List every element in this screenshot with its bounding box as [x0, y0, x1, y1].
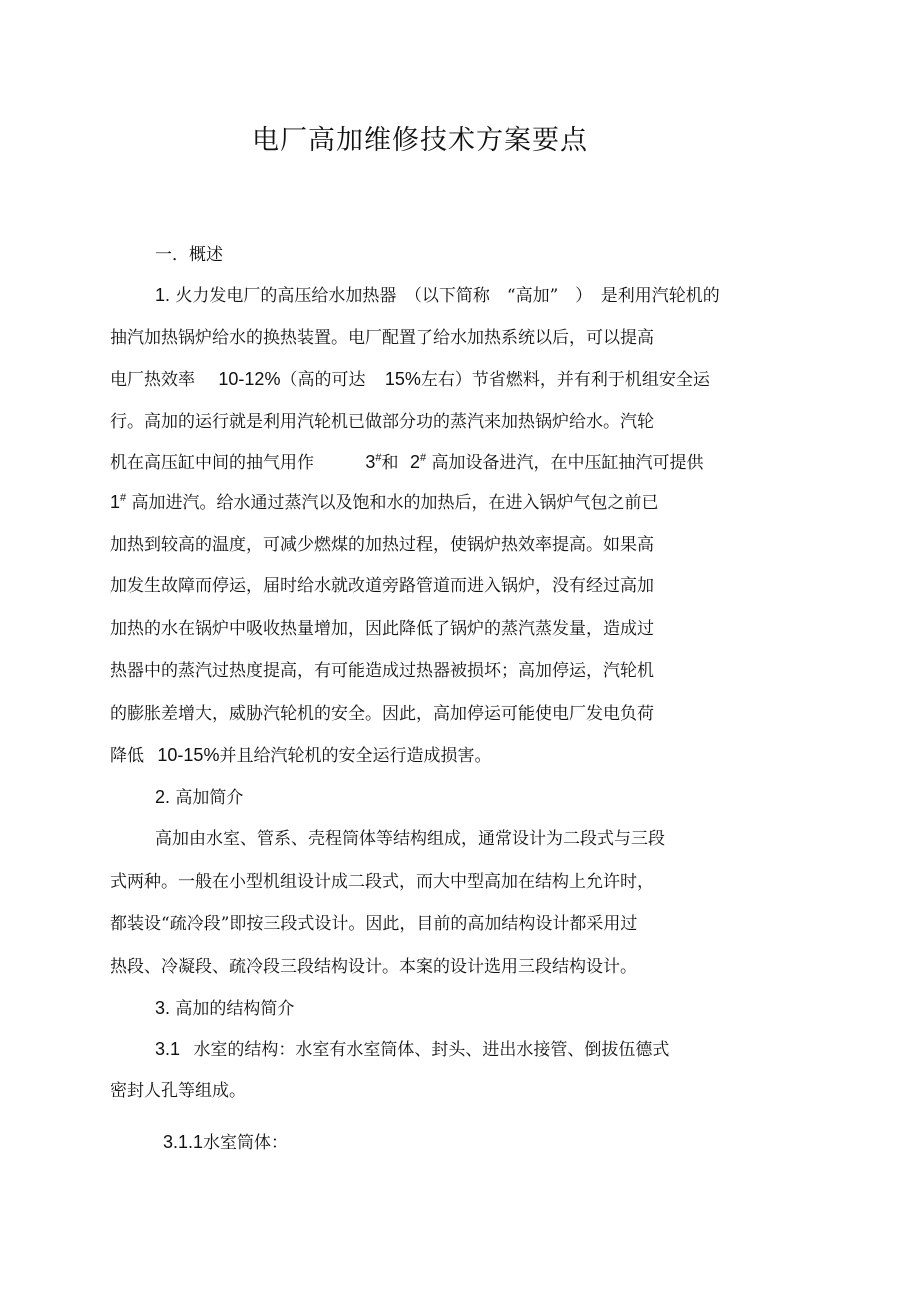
paragraph-1-line-9: 加热的水在锅炉中吸收热量增加，因此降低了锅炉的蒸汽蒸发量，造成过: [110, 619, 654, 639]
item-number: 3.1: [155, 1039, 181, 1059]
text-run: 高加设备进汽，在中压缸抽汽可提供: [431, 453, 704, 473]
document-title: 电厂高加维修技术方案要点: [252, 125, 588, 156]
text-run: 和: [381, 453, 399, 473]
text-run: 火力发电厂的高压给水加热器 （以下简称 “高加” ） 是利用汽轮机的: [175, 286, 720, 306]
paragraph-1-line-10: 热器中的蒸汽过热度提高，有可能造成过热器被损坏；高加停运，汽轮机: [110, 661, 654, 681]
load-reduction: 10-15%: [157, 745, 220, 765]
paragraph-2-line-2: 式两种。一般在小型机组设计成二段式，而大中型高加在结构上允许时，: [110, 872, 654, 892]
text-run: 降低: [110, 746, 144, 766]
item-number: 2.: [155, 787, 171, 807]
paragraph-1-line-11: 的膨胀差增大，威胁汽轮机的安全。因此，高加停运可能使电厂发电负荷: [110, 704, 654, 724]
text-run: 左右）节省燃料，并有利于机组安全运: [420, 370, 710, 390]
text-run: 高加简介: [175, 788, 244, 808]
superscript-hash: #: [120, 492, 127, 504]
paragraph-1-line-4: 行。高加的运行就是利用汽轮机已做部分功的蒸汽来加热锅炉给水。汽轮: [110, 412, 654, 432]
text-run: 机在高压缸中间的抽气用作: [110, 453, 314, 473]
paragraph-2-line-3: 都装设“疏冷段”即按三段式设计。因此，目前的高加结构设计都采用过: [110, 914, 638, 934]
paragraph-1-line-6: [110, 491, 659, 514]
paragraph-1-line-3: [110, 368, 710, 391]
paragraph-2-line-1: 高加由水室、管系、壳程筒体等结构组成，通常设计为二段式与三段: [155, 829, 665, 849]
text-run: 电厂热效率: [110, 370, 195, 390]
paragraph-1-line-12: [110, 744, 491, 767]
paragraph-2-line-4: 热段、冷凝段、疏冷段三段结构设计。本案的设计选用三段结构设计。: [110, 957, 637, 977]
heater-number-1: 1: [110, 492, 121, 512]
text-run: 高加进汽。给水通过蒸汽以及饱和水的加热后，在进入锅炉气包之前已: [131, 493, 659, 513]
text-run: 高加的结构简介: [175, 999, 295, 1019]
paragraph-3-1-line-2: 密封人孔等组成。: [110, 1081, 246, 1101]
item-number: 1.: [155, 285, 171, 305]
paragraph-1-line-8: 加发生故障而停运，届时给水就改道旁路管道而进入锅炉，没有经过高加: [110, 576, 654, 596]
text-run: （高的可达: [280, 370, 366, 390]
efficiency-max: 15%: [384, 369, 421, 389]
paragraph-1-line-7: 加热到较高的温度，可减少燃煤的加热过程，使锅炉热效率提高。如果高: [110, 535, 654, 555]
item-number: 3.: [155, 998, 171, 1018]
heater-number-3: 3: [365, 452, 376, 472]
subsection-heading-2: [155, 786, 243, 809]
subsection-heading-3: [155, 997, 294, 1020]
efficiency-range: 10-12%: [218, 369, 281, 389]
superscript-hash: #: [419, 452, 427, 464]
item-number: 3.1.1: [163, 1132, 204, 1152]
subsection-heading-3-1-1: [163, 1131, 288, 1154]
text-run: 并且给汽轮机的安全运行造成损害。: [219, 746, 492, 766]
paragraph-1-line-5: [110, 451, 704, 474]
heater-number-2: 2: [409, 452, 420, 472]
paragraph-1-line-1: [155, 284, 720, 307]
text-run: 水室的结构：水室有水室筒体、封头、进出水接管、倒拔伍德式: [193, 1040, 670, 1060]
text-run: 水室筒体：: [203, 1133, 289, 1153]
section-heading-overview: 一．概述: [155, 245, 223, 265]
paragraph-3-1-line-1: [155, 1038, 669, 1061]
paragraph-1-line-2: 抽汽加热锅炉给水的换热装置。电厂配置了给水加热系统以后，可以提高: [110, 328, 654, 348]
superscript-hash: #: [375, 452, 382, 464]
